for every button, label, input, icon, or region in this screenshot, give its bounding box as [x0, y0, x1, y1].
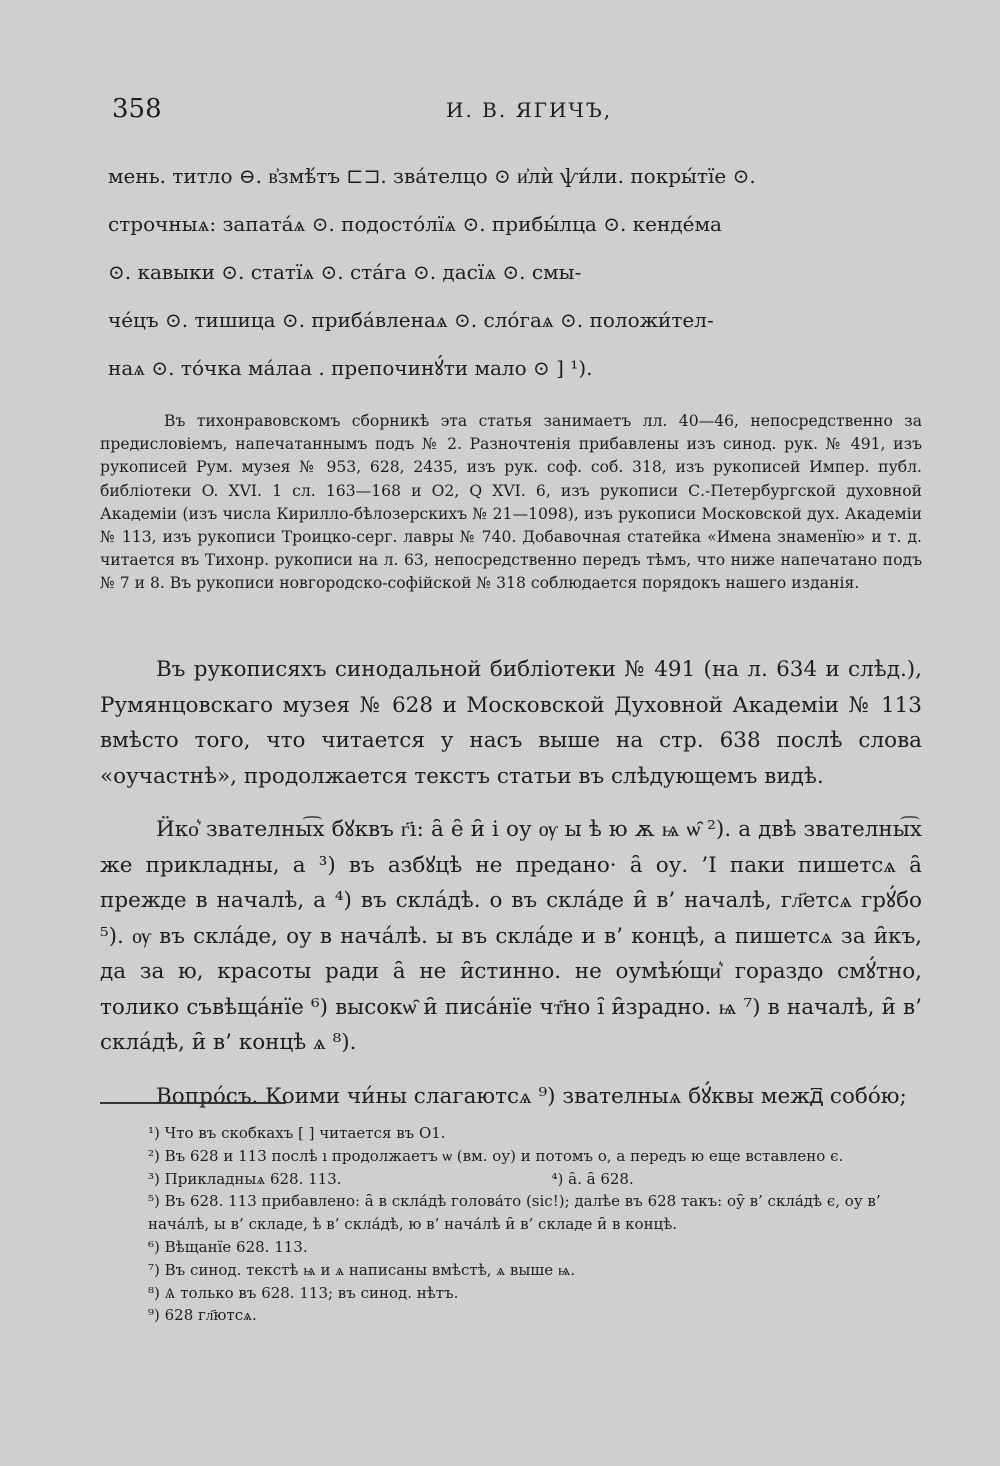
footnote: ⁷) Въ синод. текстѣ ѩ и ѧ написаны вмѣстѣ, ѧ выше ѩ. — [148, 1260, 576, 1279]
footnote: ²) Въ 628 и 113 послѣ ı продолжаетъ ѡ (вм. оу) и потомъ о, а передъ ю еще вставлено є. — [148, 1146, 844, 1165]
page-number: 358 — [112, 94, 162, 124]
main-text — [100, 652, 922, 1132]
footnote: ³) Прикладныѧ 628. 113. — [148, 1169, 342, 1188]
footnote: ¹) Что въ скобкахъ [ ] читается въ O1. — [148, 1124, 446, 1142]
body-paragraph: Въ рукописяхъ синодальной библіотеки № 491 (на л. 634 и слѣд.), Румянцовскаго музея № 628 и Московской Духовной Академіи № 113 вмѣсто того, что читается у насъ выше на стр. 638 послѣ слова «оучастнѣ», продолжается текстъ статьи въ слѣдующемъ видѣ. — [100, 657, 922, 789]
footnotes — [100, 1122, 922, 1327]
neume-sign-list — [108, 152, 928, 392]
sign-line: че́цъ ⊙. тишица ⊙. приба́вленаѧ ⊙. сло́гаѧ ⊙. положи́тел- — [108, 308, 714, 332]
intro-note: Въ тихонравовскомъ сборникѣ эта статья занимаетъ лл. 40—46, непосредственно за предисловіемъ, напечатаннымъ подъ № 2. Разночтенія прибавлены изъ синод. рук. № 491, изъ рукописей Рум. музея № 953, 628, 2435, изъ рук. соф. соб. 318, изъ рукописей Импер. публ. библіотеки O. XVI. 1 сл. 163—168 и O2, Q XVI. 6, изъ рукописи С.-Петербургской духовной Академіи (изъ числа Кирилло-бѣлозерскихъ № 21—1098), изъ рукописи Московской дух. Академіи № 113, изъ рукописи Троицко-серг. лавры № 740. Добавочная статейка «Имена знаменїю» и т. д. читается въ Тихонр. рукописи на л. 63, непосредственно передъ тѣмъ, что ниже напечатано подъ № 7 и 8. Въ рукописи новгородско-софійской № 318 соблюдается порядокъ нашего изданія. — [100, 412, 922, 593]
footnote: ⁶) Вѣщанїе 628. 113. — [148, 1237, 308, 1256]
sign-line: ⊙. кавыки ⊙. статїѧ ⊙. ста́га ⊙. дасїѧ ⊙. смы- — [108, 260, 582, 284]
footnote-row — [100, 1168, 922, 1191]
body-paragraph: Вопро́съ. Коими чи́ны слагаютсѧ ⁹) звателныѧ бꙋ́квы межд꙯ собо́ю; — [156, 1083, 907, 1109]
running-title: И. В. ЯГИЧЪ, — [446, 98, 613, 122]
body-paragraph: Ӥко͛ звателны͡х бꙋквъ г҃ı: а̑ е̑ и̑ і оу ѹ ы ѣ ю ѫ ѩ ѡ̑ ²). а двѣ звателны͡х же прикладны, а ³) въ азбꙋцѣ не предано· а̑ оу. ’І паки пишетсѧ а̑ прежде в началѣ, а ⁴) въ скла́дѣ. о въ скла́де и̑ в’ началѣ, гл҃етсѧ грꙋ́бо ⁵). ѹ въ скла́де, оу в нача́лѣ. ы въ скла́де и в’ концѣ, а пишетсѧ за и̑къ, да за ю, красоты ради а̑ не и̑стинно. не оумѣю́щи͛ гораздо смꙋ́тно, толико съвѣща́нїе ⁶) высокѡ̑ и̑ писа́нїе чт҃но і̑ и̑зрадно. ѩ ⁷) в началѣ, и̑ в’ скла́дѣ, и̑ в’ концѣ ѧ ⁸). — [100, 817, 922, 1055]
sign-line: наѧ ⊙. то́чка ма́лаа . препочинꙋ́ти мало ⊙ ] ¹). — [108, 356, 593, 380]
footnote-divider — [100, 1102, 286, 1104]
sign-line: строчныѧ: запата́ѧ ⊙. подосто́лїѧ ⊙. прибы́лца ⊙. кенде́ма — [108, 212, 722, 236]
footnote: ⁹) 628 гл҃ютсѧ. — [148, 1306, 257, 1325]
footnote: ⁸) Ѧ только въ 628. 113; въ синод. нѣтъ. — [148, 1283, 459, 1302]
footnote: ⁵) Въ 628. 113 прибавлено: а̑ в скла́дѣ голова́то (sic!); далѣе въ 628 такъ: оу̑ в’ скла́дѣ є, оу в’ нача́лѣ, ы в’ складе, ѣ в’ скла́дѣ, ю в’ нача́лѣ и̑ в’ складе и̑ в концѣ. — [148, 1192, 881, 1234]
footnote: ⁴) а̑. а̑ 628. — [551, 1169, 634, 1188]
sign-line: мень. титло ⊖. в҆змѣ́тъ ⊏⊐. зва́телцо ⊙ и҆лѝ ѱи́ли. покры́тїе ⊙. — [108, 164, 756, 188]
page-header — [0, 92, 1000, 132]
